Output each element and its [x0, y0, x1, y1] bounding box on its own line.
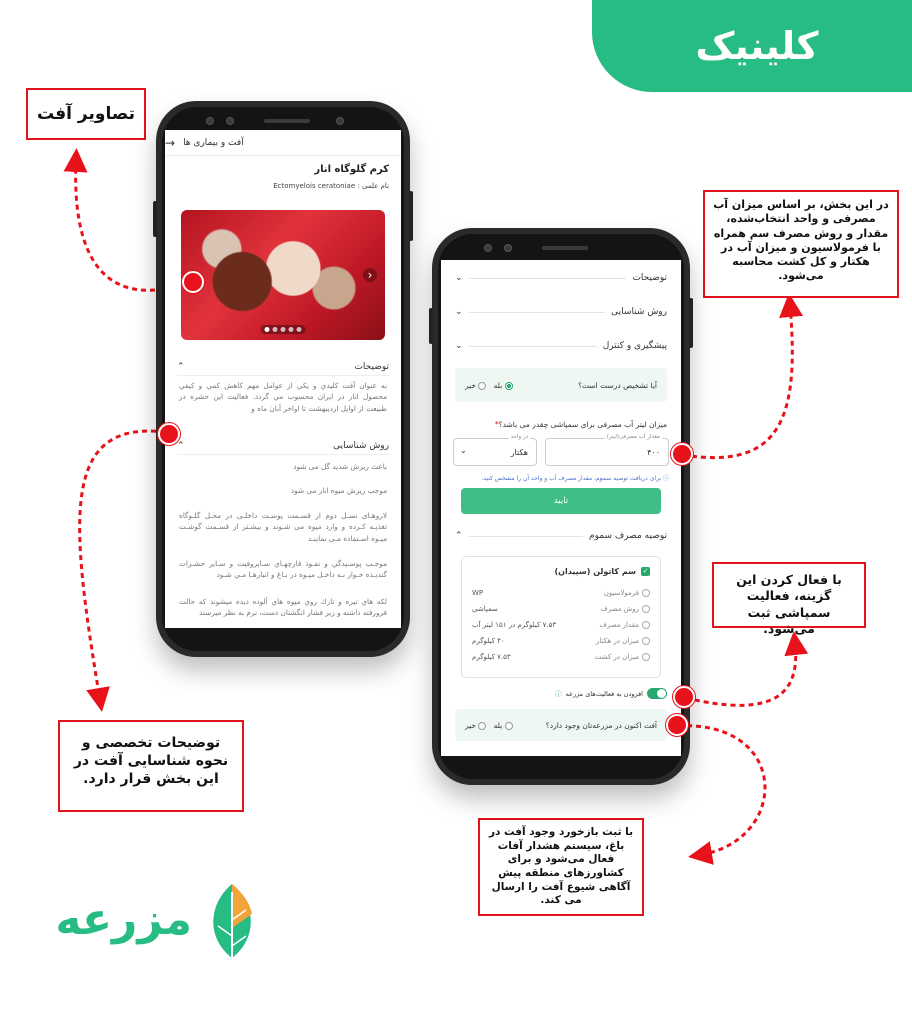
radio-no[interactable]: خیر	[465, 721, 486, 730]
marker-description	[158, 423, 180, 445]
chevron-down-icon[interactable]: ⌄	[455, 341, 463, 351]
ident-item: موجـب پوسـیدگي و نفـوذ قارچهـاي سـاپروفیت و سـایر حشـرات گندیـده خـوار بـه داخـل میـوه در بـاغ و انبارهـا مـي شـود	[179, 559, 387, 580]
back-arrow-icon[interactable]: →	[165, 135, 176, 150]
callout-images: تصاویر آفت	[26, 88, 146, 140]
accordion-identification[interactable]: روش شناسایی ⌄	[455, 307, 667, 317]
unit-select[interactable]: در واحد هکتار ⌄	[453, 438, 537, 466]
radio-no[interactable]: خیر	[465, 381, 486, 390]
callout-description: توضیحات تخصصی و نحوه شناسایی آفت در این بخش قرار دارد.	[58, 720, 244, 812]
pest-image-carousel[interactable]	[181, 210, 385, 340]
diagnosis-question: آیا تشخیص درست است؟ بله خیر	[455, 368, 667, 402]
info-icon: ⓘ	[662, 475, 669, 482]
chevron-up-icon[interactable]: ⌃	[177, 362, 185, 372]
section-description-header[interactable]: توضیحات ⌃	[177, 362, 389, 376]
back-header[interactable]	[165, 130, 401, 156]
carousel-dots	[261, 325, 306, 334]
description-text: به عنوان آفت کلیدي و یکي از عوامل مهم کاهش کمي و کیفي محصول انار در ایران محسوب مي گردد. فعالیت این حشره در طبیعت از اوایل اردیبهشت تا اواخر آبان ماه و	[179, 381, 387, 413]
add-activity-toggle[interactable]	[647, 688, 667, 699]
poison-row: میزان در کشت ۷.۵۳ کیلوگرم	[472, 653, 650, 661]
phone-spray-calc	[432, 228, 690, 785]
poison-row: فرمولاسیون WP	[472, 589, 650, 597]
marker-activity	[673, 686, 695, 708]
ident-item: موجب ریزش میوه انار می شود	[290, 486, 387, 495]
callout-alert: با ثبت بازخورد وجود آفت در باغ، سیستم هشدار آفات فعال می‌شود و برای کشاورزهای منطقه پیش آگاهی شیوع آفت را ارسال می کند.	[478, 818, 644, 916]
marker-images	[182, 271, 204, 293]
phone-pest-info	[156, 101, 410, 657]
poison-section-header[interactable]: توصیه مصرف سموم ⌃	[455, 531, 667, 541]
marker-calc	[671, 443, 693, 465]
phone1-screen	[165, 130, 401, 628]
chevron-up-icon[interactable]: ⌃	[455, 531, 463, 541]
chevron-up-icon[interactable]: ⌃	[177, 441, 185, 451]
back-label: آفت و بیماری ها	[183, 137, 244, 148]
poison-row: روش مصرف سمپاشی	[472, 605, 650, 613]
logo-text: مزرعه	[55, 894, 192, 945]
mazraeh-logo	[42, 880, 262, 970]
chevron-right-icon[interactable]: ›	[363, 268, 377, 282]
scientific-name: نام علمی : Ectomyelois ceratoniae	[273, 182, 389, 190]
info-note: ⓘ برای دریافت توصیه سموم، مقدار مصرف آب و واحد آن را مشخص کنید.	[481, 475, 669, 482]
ident-item: لکه هاي تيره و تازك روي ميوه هاي آلوده ديده ميشوند كه حالت فرورفته داشته و زير فشار انگشتان دست، نرم به نظر ميرسند	[179, 597, 387, 618]
marker-alert	[666, 714, 688, 736]
chevron-down-icon[interactable]: ⌄	[455, 307, 463, 317]
confirm-button[interactable]: تایید	[461, 488, 661, 514]
poison-card	[461, 556, 661, 678]
ident-item: باعث ریزش شدید گل می شود	[293, 462, 387, 471]
callout-activity: با فعال کردن این گزینه، فعالیت سمپاشی ثبت می‌شود.	[712, 562, 866, 628]
callout-calc: در این بخش، بر اساس میزان آب مصرفی و واحد انتخاب‌شده، مقدار و روش مصرف سم همراه با فرمولاسیون و میزان آب در هکتار و کل کشت محاسبه می‌شود.	[703, 190, 899, 298]
accordion-control[interactable]: پیشگیری و کنترل ⌄	[455, 341, 667, 351]
accordion-description[interactable]: توضیحات ⌄	[455, 273, 667, 283]
pest-title: کرم گلوگاه انار	[314, 164, 389, 175]
poison-row: میزان در هکتار ۴۰ کیلوگرم	[472, 637, 650, 645]
ident-item: لاروهـای نسـل دوم از قسـمت پوسـت داخلـی در محـل گلـوگاه تغذیـه کـرده و وارد میوه می شـوند و بیشـتر از قسـمت گوشـت میـوه اسـتفاده مـی نماینـد	[179, 511, 387, 543]
radio-yes[interactable]: بله	[494, 381, 513, 390]
water-question: میزان لیتر آب مصرفی برای سمپاشی چقدر می باشد؟*	[494, 420, 667, 429]
poison-row: مقدار مصرف ۷.۵۳ کیلوگرم در ۱۵۱ لیتر آب	[472, 621, 650, 629]
section-identification-header[interactable]: روش شناسایی ⌃	[177, 441, 389, 455]
poison-name: سم کاتولن (سپیدان)	[554, 567, 636, 576]
poison-checkbox[interactable]: ✓	[642, 567, 649, 575]
chevron-down-icon[interactable]: ⌄	[460, 446, 467, 455]
water-amount-input[interactable]: مقدار آب مصرفی(لیتر) ۴۰۰	[545, 438, 669, 466]
radio-yes[interactable]: بله	[494, 721, 513, 730]
info-icon: ⓘ	[555, 690, 562, 698]
add-activity-row: افزودن به فعالیت‌های مزرعه ⓘ	[555, 688, 667, 699]
pest-presence-question: آفت اکنون در مزرعه‌تان وجود دارد؟ بله خیر	[455, 709, 667, 741]
chevron-down-icon[interactable]: ⌄	[455, 273, 463, 283]
phone2-screen	[441, 260, 681, 756]
leaf-icon	[202, 880, 262, 970]
banner-title: کلینیک	[695, 24, 819, 68]
